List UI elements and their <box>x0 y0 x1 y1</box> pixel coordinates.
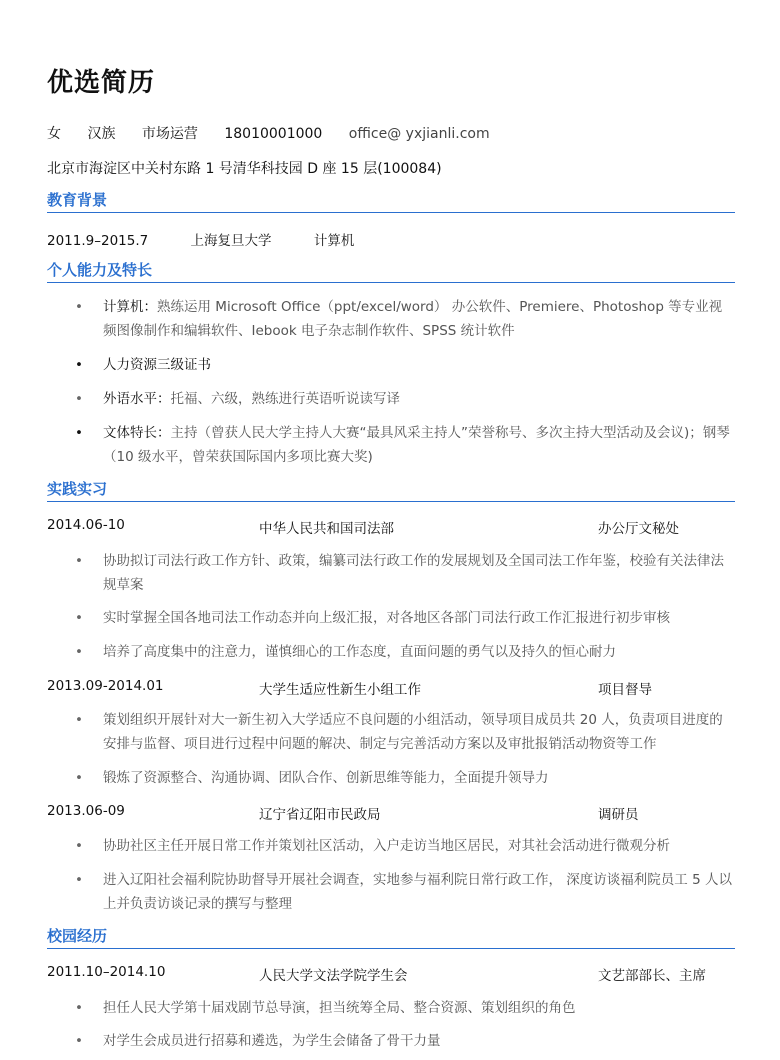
entry-role: 调研员 <box>598 807 639 823</box>
campus-heading: 校园经历 <box>47 927 735 949</box>
education-period: 2011.9–2015.7 <box>47 233 149 249</box>
skill-item <box>75 353 735 377</box>
bullet-text: 协助拟订司法行政工作方针、政策，编纂司法行政工作的发展规划及全国司法工作年鉴，校验有关法律法规草案 <box>103 553 724 593</box>
practice-bullet <box>75 606 735 630</box>
entry-org: 中华人民共和国司法部 <box>259 521 394 537</box>
practice-bullet <box>75 640 735 664</box>
practice-bullet <box>75 549 735 597</box>
bullet-dot: • <box>75 770 83 786</box>
entry-org: 辽宁省辽阳市民政局 <box>259 807 381 823</box>
bullet-dot: • <box>75 838 83 854</box>
skill-key: 外语水平： <box>103 391 171 407</box>
practice-bullet <box>75 834 735 858</box>
education-section <box>47 191 735 213</box>
target-position: 市场运营 <box>141 126 198 142</box>
education-major: 计算机 <box>313 233 355 249</box>
practice-entry-header <box>47 678 735 698</box>
bullet-text: 锻炼了资源整合、沟通协调、团队合作、创新思维等能力，全面提升领导力 <box>103 770 549 786</box>
skill-text: 主持（曾获人民大学主持人大赛“最具风采主持人”荣誉称号、多次主持大型活动及会议)；钢琴（10 级水平，曾荣获国际国内多项比赛大奖) <box>103 425 730 465</box>
skill-text: 熟练运用 Microsoft Office（ppt/excel/word） 办公软件、Premiere、Photoshop 等专业视频图像制作和编辑软件、Iebook 电子杂志制作软件、SPSS 统计软件 <box>103 299 723 339</box>
entry-date: 2011.10–2014.10 <box>47 964 166 980</box>
skills-heading: 个人能力及特长 <box>47 261 735 283</box>
bullet-dot: • <box>75 610 83 626</box>
entry-date: 2013.09-2014.01 <box>47 678 164 694</box>
bullet-dot: • <box>75 357 83 373</box>
education-row <box>47 229 392 249</box>
bullet-text: 协助社区主任开展日常工作并策划社区活动，入户走访当地区居民，对其社会活动进行微观分析 <box>103 838 670 854</box>
skill-key: 计算机： <box>103 299 157 315</box>
skill-text: 托福、六级，熟练进行英语听说读写译 <box>170 391 400 407</box>
basic-info-line <box>47 123 490 143</box>
practice-entry-header <box>47 517 735 537</box>
skills-section <box>47 261 735 283</box>
bullet-text: 实时掌握全国各地司法工作动态并向上级汇报，对各地区各部门司法行政工作汇报进行初步审核 <box>103 610 670 626</box>
resume-title: 优选简历 <box>47 68 156 98</box>
entry-role: 文艺部部长、主席 <box>598 968 706 984</box>
entry-role: 项目督导 <box>598 682 652 698</box>
entry-date: 2014.06-10 <box>47 517 125 533</box>
education-heading: 教育背景 <box>47 191 735 213</box>
practice-entry-header <box>47 803 735 823</box>
entry-org: 人民大学文法学院学生会 <box>259 968 408 984</box>
bullet-dot: • <box>75 712 83 728</box>
education-school: 上海复旦大学 <box>190 233 272 249</box>
bullet-dot: • <box>75 1000 83 1016</box>
bullet-text: 对学生会成员进行招募和遴选，为学生会储备了骨干力量 <box>103 1033 441 1049</box>
skill-key: 文体特长： <box>103 425 171 441</box>
bullet-text: 培养了高度集中的注意力，谨慎细心的工作态度，直面问题的勇气以及持久的恒心耐力 <box>103 644 616 660</box>
email[interactable]: office@ yxjianli.com <box>348 126 490 142</box>
bullet-text: 策划组织开展针对大一新生初入大学适应不良问题的小组活动，领导项目成员共 20 人，负责项目进度的安排与监督、项目进行过程中问题的解决、制定与完善活动方案以及审批报销活动物资等工作 <box>103 712 723 752</box>
campus-bullet <box>75 996 735 1020</box>
practice-section <box>47 480 735 502</box>
bullet-dot: • <box>75 872 83 888</box>
bullet-dot: • <box>75 1033 83 1049</box>
bullet-text: 担任人民大学第十届戏剧节总导演，担当统筹全局、整合资源、策划组织的角色 <box>103 1000 576 1016</box>
practice-heading: 实践实习 <box>47 480 735 502</box>
campus-bullet <box>75 1029 735 1053</box>
skill-text: 人力资源三级证书 <box>103 357 211 373</box>
phone: 18010001000 <box>224 126 323 142</box>
bullet-dot: • <box>75 644 83 660</box>
skill-item <box>75 387 735 411</box>
ethnicity: 汉族 <box>87 126 116 142</box>
bullet-dot: • <box>75 425 83 441</box>
campus-entry-header <box>47 964 735 984</box>
bullet-dot: • <box>75 553 83 569</box>
bullet-dot: • <box>75 391 83 407</box>
skill-item <box>75 421 735 469</box>
practice-bullet <box>75 708 735 756</box>
practice-bullet <box>75 868 735 916</box>
entry-date: 2013.06-09 <box>47 803 125 819</box>
bullet-dot: • <box>75 299 83 315</box>
address: 北京市海淀区中关村东路 1 号清华科技园 D 座 15 层(100084) <box>47 161 442 177</box>
entry-role: 办公厅文秘处 <box>598 521 679 537</box>
bullet-text: 进入辽阳社会福利院协助督导开展社会调查，实地参与福利院日常行政工作， 深度访谈福利院员工 5 人以上并负责访谈记录的撰写与整理 <box>103 872 732 912</box>
skill-item <box>75 295 735 343</box>
gender: 女 <box>47 126 61 142</box>
entry-org: 大学生适应性新生小组工作 <box>259 682 421 698</box>
practice-bullet <box>75 766 735 790</box>
campus-section <box>47 927 735 949</box>
